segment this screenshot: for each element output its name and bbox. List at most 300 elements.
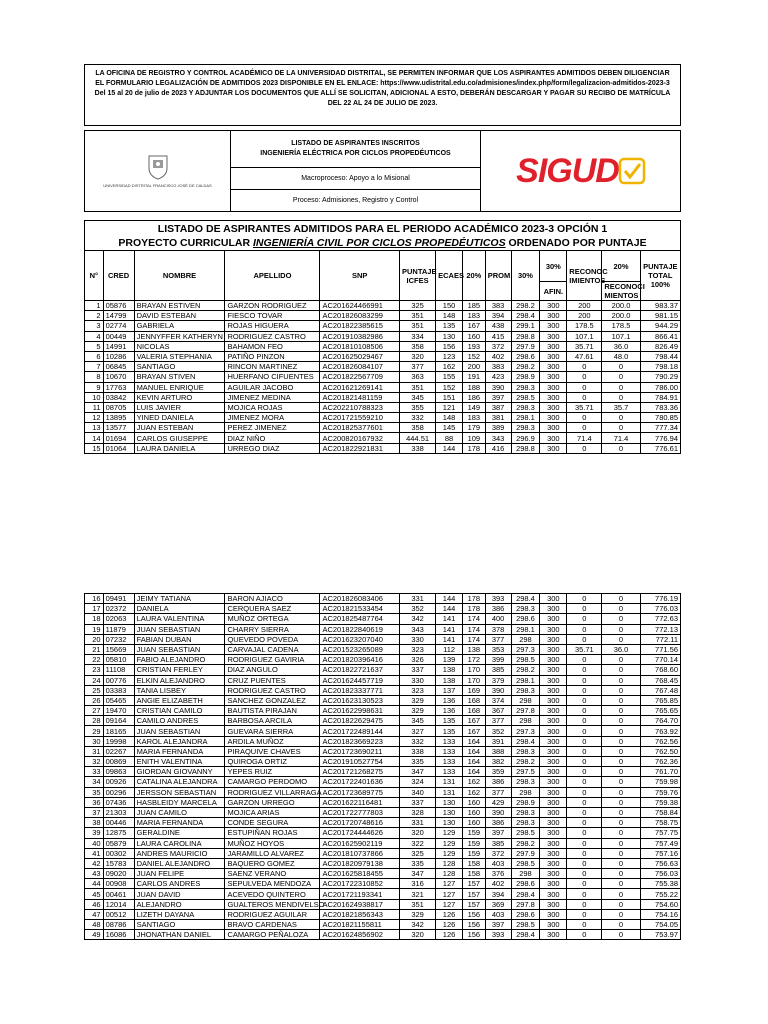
cell-p20: 159 — [462, 848, 485, 858]
cell-cred: 00926 — [103, 777, 134, 787]
cell-nombre: JUAN ESTEBAN — [134, 423, 225, 433]
cell-ecaes: 138 — [436, 675, 463, 685]
cell-nombre: KEVIN ARTURO — [134, 392, 225, 402]
cell-snp: AC201523265089 — [320, 644, 400, 654]
cell-total: 776.94 — [640, 433, 680, 443]
cell-nombre: ALEJANDRO — [134, 899, 225, 909]
cell-ecaes: 88 — [436, 433, 463, 443]
table-row — [85, 362, 681, 372]
cell-snp: AC201820979138 — [320, 858, 400, 868]
cell-p30: 298.3 — [511, 604, 540, 614]
cell-reconoc2: 35.7 — [602, 402, 640, 412]
cell-nombre: GERALDINE — [134, 828, 225, 838]
cell-nombre: ENITH VALENTINA — [134, 757, 225, 767]
cell-prom: 388 — [485, 746, 511, 756]
cell-total: 983.37 — [640, 301, 680, 311]
cell-snp: AC201625818455 — [320, 869, 400, 879]
cell-ecaes: 148 — [436, 413, 463, 423]
cell-nombre: LIZETH DAYANA — [134, 909, 225, 919]
cell-p30: 298.5 — [511, 828, 540, 838]
cell-nombre: JUAN SEBASTIAN — [134, 624, 225, 634]
cell-afin: 300 — [540, 716, 567, 726]
cell-reconoc: 35.71 — [567, 341, 602, 351]
cell-icfes: 347 — [400, 767, 436, 777]
cell-n: 40 — [85, 838, 104, 848]
cell-ecaes: 130 — [436, 331, 463, 341]
cell-apellido: RODRIGUEZ CASTRO — [225, 331, 320, 341]
cell-reconoc: 0 — [567, 706, 602, 716]
cell-apellido: GARZON RODRIGUEZ — [225, 301, 320, 311]
cell-cred: 02063 — [103, 614, 134, 624]
cell-p30: 298.8 — [511, 443, 540, 453]
cell-nombre: JEIMY TATIANA — [134, 594, 225, 604]
cell-apellido: ACEVEDO QUINTERO — [225, 889, 320, 899]
cell-p20: 160 — [462, 797, 485, 807]
cell-reconoc2: 0 — [602, 706, 640, 716]
cell-ecaes: 126 — [436, 920, 463, 930]
cell-afin: 300 — [540, 423, 567, 433]
cell-prom: 429 — [485, 797, 511, 807]
cell-n: 48 — [85, 920, 104, 930]
cell-prom: 393 — [485, 930, 511, 940]
cell-icfes: 330 — [400, 634, 436, 644]
cell-p20: 185 — [462, 301, 485, 311]
col-reconoc-pct: 20% — [602, 251, 640, 282]
cell-reconoc: 0 — [567, 655, 602, 665]
cell-apellido: ROJAS HIGUERA — [225, 321, 320, 331]
cell-cred: 00296 — [103, 787, 134, 797]
cell-ecaes: 144 — [436, 443, 463, 453]
cell-p30: 298.1 — [511, 624, 540, 634]
cell-cred: 12875 — [103, 828, 134, 838]
cell-reconoc2: 0 — [602, 624, 640, 634]
cell-prom: 386 — [485, 777, 511, 787]
cell-afin: 300 — [540, 930, 567, 940]
col-puntaje-icfes: PUNTAJE ICFES — [400, 251, 436, 301]
cell-total: 765.65 — [640, 706, 680, 716]
cell-reconoc2: 71.4 — [602, 433, 640, 443]
cell-ecaes: 136 — [436, 695, 463, 705]
table-row — [85, 828, 681, 838]
cell-total: 754.60 — [640, 899, 680, 909]
table-row — [85, 624, 681, 634]
cell-afin: 300 — [540, 655, 567, 665]
cell-apellido: MOJICA ARIAS — [225, 807, 320, 817]
cell-p20: 157 — [462, 899, 485, 909]
cell-snp: AC201721193341 — [320, 889, 400, 899]
cell-p20: 164 — [462, 767, 485, 777]
cell-icfes: 329 — [400, 706, 436, 716]
cell-afin: 300 — [540, 787, 567, 797]
cell-nombre: CAMILO ANDRES — [134, 716, 225, 726]
cell-cred: 01064 — [103, 443, 134, 453]
cell-reconoc2: 0 — [602, 746, 640, 756]
table-row — [85, 402, 681, 412]
cell-reconoc: 0 — [567, 828, 602, 838]
table-row — [85, 675, 681, 685]
cell-cred: 02774 — [103, 321, 134, 331]
cell-nombre: LAURA CAROLINA — [134, 838, 225, 848]
cell-reconoc: 0 — [567, 899, 602, 909]
cell-icfes: 351 — [400, 321, 436, 331]
table-row — [85, 382, 681, 392]
table-row — [85, 695, 681, 705]
cell-afin: 300 — [540, 869, 567, 879]
admitted-table-bottom — [84, 593, 681, 940]
heading-line-1: LISTADO DE ASPIRANTES ADMITIDOS PARA EL PERIODO ACADÉMICO 2023-3 OPCIÓN 1 — [157, 223, 608, 235]
cell-p20: 109 — [462, 433, 485, 443]
cell-p30: 298 — [511, 869, 540, 879]
cell-icfes: 337 — [400, 797, 436, 807]
cell-snp: AC201821533454 — [320, 604, 400, 614]
cell-reconoc2: 0 — [602, 767, 640, 777]
cell-apellido: BARON AJIACO — [225, 594, 320, 604]
macroproceso: Macroproceso: Apoyo a lo Misional — [231, 168, 480, 190]
cell-reconoc: 0 — [567, 930, 602, 940]
cell-nombre: SANTIAGO — [134, 920, 225, 930]
cell-cred: 19998 — [103, 736, 134, 746]
cell-ecaes: 155 — [436, 372, 463, 382]
cell-nombre: CATALINA ALEJANDRA — [134, 777, 225, 787]
cell-ecaes: 141 — [436, 634, 463, 644]
cell-icfes: 323 — [400, 685, 436, 695]
cell-prom: 403 — [485, 909, 511, 919]
legalization-notice: LA OFICINA DE REGISTRO Y CONTROL ACADÉMICO DE LA UNIVERSIDAD DISTRITAL, SE PERMITEN INFORMAR QUE LOS ASPIRANTES ADMITIDOS DEBEN DILIGENCIAR EL FORMULARIO LEGALIZACIÓN DE ADMITIDOS 2023 DISPONIBLE EN EL ENLACE: https://www.udistrital.edu.co/admisiones/index.php/form/legalizacion-admitidos-2023-3 Del 15 al 20 de julio de 2023 Y ADJUNTAR LOS DOCUMENTOS QUE ALLÍ SE SOLICITAN, ADICIONAL A ESTO, DEBERÁN DESCARGAR Y PAGAR SU RECIBO DE MATRÍCULA DEL 22 AL 24 DE JULIO DE 2023. — [84, 64, 681, 126]
cell-ecaes: 139 — [436, 655, 463, 665]
cell-p30: 298.8 — [511, 331, 540, 341]
cell-p30: 298.6 — [511, 879, 540, 889]
cell-reconoc: 0 — [567, 392, 602, 402]
cell-reconoc2: 0 — [602, 614, 640, 624]
cell-snp: AC201720748616 — [320, 818, 400, 828]
cell-reconoc: 0 — [567, 858, 602, 868]
cell-icfes: 337 — [400, 665, 436, 675]
cell-p30: 297.8 — [511, 706, 540, 716]
table-row — [85, 818, 681, 828]
cell-reconoc: 0 — [567, 423, 602, 433]
cell-reconoc: 0 — [567, 767, 602, 777]
cell-p30: 298 — [511, 695, 540, 705]
cell-nombre: ANGIE ELIZABETH — [134, 695, 225, 705]
cell-reconoc: 0 — [567, 716, 602, 726]
cell-p20: 149 — [462, 402, 485, 412]
cell-ecaes: 133 — [436, 757, 463, 767]
cell-n: 3 — [85, 321, 104, 331]
cell-snp: AC201910382986 — [320, 331, 400, 341]
cell-p20: 193 — [462, 341, 485, 351]
cell-apellido: CONDE SEGURA — [225, 818, 320, 828]
cell-afin: 300 — [540, 858, 567, 868]
cell-nombre: BRAYAN ESTIVEN — [134, 301, 225, 311]
cell-nombre: VALERIA STEPHANIA — [134, 351, 225, 361]
cell-total: 757.16 — [640, 848, 680, 858]
cell-afin: 300 — [540, 604, 567, 614]
cell-total: 771.56 — [640, 644, 680, 654]
cell-icfes: 323 — [400, 644, 436, 654]
cell-reconoc2: 0 — [602, 695, 640, 705]
cell-nombre: JUAN SEBASTIAN — [134, 726, 225, 736]
cell-apellido: CERQUERA SAEZ — [225, 604, 320, 614]
cell-total: 755.38 — [640, 879, 680, 889]
cell-snp: AC201822840619 — [320, 624, 400, 634]
cell-reconoc2: 36.0 — [602, 341, 640, 351]
cell-reconoc: 0 — [567, 797, 602, 807]
table-row — [85, 392, 681, 402]
cell-icfes: 331 — [400, 818, 436, 828]
cell-prom: 377 — [485, 634, 511, 644]
cell-p20: 179 — [462, 423, 485, 433]
cell-cred: 05465 — [103, 695, 134, 705]
cell-ecaes: 135 — [436, 321, 463, 331]
cell-afin: 300 — [540, 685, 567, 695]
cell-p30: 298.4 — [511, 594, 540, 604]
cell-p30: 297.8 — [511, 899, 540, 909]
cell-afin: 300 — [540, 889, 567, 899]
cell-p30: 298 — [511, 634, 540, 644]
cell-prom: 382 — [485, 757, 511, 767]
heading-suffix: ORDENADO POR PUNTAJE — [508, 237, 647, 249]
cell-nombre: CARLOS GIUSEPPE — [134, 433, 225, 443]
cell-prom: 352 — [485, 726, 511, 736]
cell-n: 9 — [85, 382, 104, 392]
cell-p20: 186 — [462, 392, 485, 402]
cell-nombre: DANIELA — [134, 604, 225, 614]
cell-p20: 178 — [462, 443, 485, 453]
cell-icfes: 338 — [400, 443, 436, 453]
cell-reconoc: 0 — [567, 736, 602, 746]
cell-reconoc2: 0 — [602, 675, 640, 685]
cell-prom: 390 — [485, 685, 511, 695]
cell-icfes: 347 — [400, 869, 436, 879]
cell-icfes: 345 — [400, 392, 436, 402]
cell-p30: 298.6 — [511, 614, 540, 624]
cell-prom: 387 — [485, 402, 511, 412]
cell-cred: 10286 — [103, 351, 134, 361]
cell-n: 22 — [85, 655, 104, 665]
cell-p30: 298.3 — [511, 777, 540, 787]
cell-ecaes: 145 — [436, 423, 463, 433]
cell-n: 36 — [85, 797, 104, 807]
cell-ecaes: 129 — [436, 838, 463, 848]
cell-ecaes: 152 — [436, 382, 463, 392]
cell-p20: 156 — [462, 930, 485, 940]
cell-apellido: RINCON MARTINEZ — [225, 362, 320, 372]
cell-cred: 01694 — [103, 433, 134, 443]
cell-n: 31 — [85, 746, 104, 756]
cell-icfes: 320 — [400, 351, 436, 361]
checkmark-icon — [619, 158, 645, 184]
cell-snp: AC201622998631 — [320, 706, 400, 716]
university-crest-icon — [147, 154, 169, 180]
table-row — [85, 930, 681, 940]
cell-icfes: 358 — [400, 341, 436, 351]
cell-p30: 298.1 — [511, 413, 540, 423]
cell-prom: 391 — [485, 736, 511, 746]
cell-p30: 298.6 — [511, 351, 540, 361]
table-row — [85, 869, 681, 879]
cell-ecaes: 129 — [436, 828, 463, 838]
col-reconocimientos: RECONOC IMIENTOS — [567, 251, 602, 301]
table-row — [85, 655, 681, 665]
cell-p20: 167 — [462, 321, 485, 331]
cell-ecaes: 135 — [436, 726, 463, 736]
cell-snp: AC201825377601 — [320, 423, 400, 433]
cell-n: 47 — [85, 909, 104, 919]
cell-ecaes: 133 — [436, 746, 463, 756]
cell-total: 758.75 — [640, 818, 680, 828]
cell-snp: AC201724444626 — [320, 828, 400, 838]
cell-cred: 13577 — [103, 423, 134, 433]
cell-nombre: FABIO ALEJANDRO — [134, 655, 225, 665]
cell-icfes: 335 — [400, 757, 436, 767]
cell-n: 10 — [85, 392, 104, 402]
cell-nombre: LUIS JAVIER — [134, 402, 225, 412]
cell-p20: 162 — [462, 787, 485, 797]
cell-reconoc: 35.71 — [567, 402, 602, 412]
cell-p20: 158 — [462, 858, 485, 868]
cell-nombre: TANIA LISBEY — [134, 685, 225, 695]
cell-total: 981.15 — [640, 311, 680, 321]
cell-afin: 300 — [540, 818, 567, 828]
cell-total: 757.75 — [640, 828, 680, 838]
cell-apellido: RODRIGUEZ AGUILAR — [225, 909, 320, 919]
cell-afin: 300 — [540, 909, 567, 919]
table-row — [85, 746, 681, 756]
cell-nombre: CRISTIAN FERLEY — [134, 665, 225, 675]
cell-icfes: 444.51 — [400, 433, 436, 443]
cell-p20: 168 — [462, 706, 485, 716]
cell-reconoc2: 0 — [602, 685, 640, 695]
cell-p20: 138 — [462, 644, 485, 654]
table-row — [85, 706, 681, 716]
university-name: UNIVERSIDAD DISTRITAL FRANCISCO JOSÉ DE CALDAS — [103, 183, 212, 188]
cell-apellido: PATIÑO PINZON — [225, 351, 320, 361]
cell-snp: AC201622116481 — [320, 797, 400, 807]
cell-ecaes: 129 — [436, 848, 463, 858]
cell-prom: 372 — [485, 341, 511, 351]
cell-reconoc: 0 — [567, 920, 602, 930]
cell-nombre: SANTIAGO — [134, 362, 225, 372]
cell-apellido: PIRAQUIVE CHAVES — [225, 746, 320, 756]
cell-apellido: CRUZ PUENTES — [225, 675, 320, 685]
cell-snp: AC201823337771 — [320, 685, 400, 695]
cell-total: 944.29 — [640, 321, 680, 331]
cell-snp: AC201821155811 — [320, 920, 400, 930]
table-row — [85, 301, 681, 311]
cell-reconoc2: 0 — [602, 655, 640, 665]
cell-p30: 297.9 — [511, 341, 540, 351]
cell-afin: 300 — [540, 838, 567, 848]
cell-n: 5 — [85, 341, 104, 351]
cell-total: 776.19 — [640, 594, 680, 604]
cell-cred: 00302 — [103, 848, 134, 858]
document-header — [84, 130, 681, 212]
cell-total: 790.29 — [640, 372, 680, 382]
cell-ecaes: 141 — [436, 614, 463, 624]
cell-cred: 11879 — [103, 624, 134, 634]
cell-cred: 08786 — [103, 920, 134, 930]
cell-ecaes: 151 — [436, 392, 463, 402]
table-row — [85, 372, 681, 382]
cell-p30: 298.2 — [511, 362, 540, 372]
cell-snp: AC201810108506 — [320, 341, 400, 351]
cell-cred: 00869 — [103, 757, 134, 767]
cell-p20: 170 — [462, 675, 485, 685]
cell-cred: 00461 — [103, 889, 134, 899]
cell-nombre: GABRIELA — [134, 321, 225, 331]
cell-afin: 300 — [540, 726, 567, 736]
cell-apellido: RODRIGUEZ VILLARRAGA — [225, 787, 320, 797]
cell-reconoc2: 0 — [602, 787, 640, 797]
cell-n: 35 — [85, 787, 104, 797]
cell-apellido: RODRIGUEZ GAVIRIA — [225, 655, 320, 665]
cell-total: 786.00 — [640, 382, 680, 392]
cell-reconoc: 0 — [567, 624, 602, 634]
table-row — [85, 909, 681, 919]
cell-reconoc2: 0 — [602, 797, 640, 807]
cell-nombre: MANUEL ENRIQUE — [134, 382, 225, 392]
cell-total: 759.98 — [640, 777, 680, 787]
cell-apellido: PEREZ JIMENEZ — [225, 423, 320, 433]
cell-prom: 394 — [485, 889, 511, 899]
cell-apellido: AGUILAR JACOBO — [225, 382, 320, 392]
cell-snp: AC201722401636 — [320, 777, 400, 787]
col-20: 20% — [462, 251, 485, 301]
cell-icfes: 329 — [400, 695, 436, 705]
cell-nombre: DANIEL ALEJANDRO — [134, 858, 225, 868]
cell-prom: 343 — [485, 433, 511, 443]
table-row — [85, 899, 681, 909]
cell-n: 25 — [85, 685, 104, 695]
col-total: PUNTAJE TOTAL 100% — [640, 251, 680, 301]
cell-total: 798.44 — [640, 351, 680, 361]
cell-icfes: 352 — [400, 604, 436, 614]
cell-afin: 300 — [540, 879, 567, 889]
cell-p20: 162 — [462, 777, 485, 787]
cell-nombre: NICOLAS — [134, 341, 225, 351]
cell-p30: 298.3 — [511, 423, 540, 433]
cell-prom: 386 — [485, 604, 511, 614]
cell-reconoc2: 36.0 — [602, 644, 640, 654]
cell-apellido: SAENZ VERANO — [225, 869, 320, 879]
cell-icfes: 345 — [400, 716, 436, 726]
cell-snp: AC201822629475 — [320, 716, 400, 726]
cell-reconoc: 200 — [567, 301, 602, 311]
cell-reconoc: 0 — [567, 909, 602, 919]
cell-prom: 378 — [485, 624, 511, 634]
cell-afin: 300 — [540, 331, 567, 341]
cell-icfes: 340 — [400, 787, 436, 797]
cell-p20: 160 — [462, 807, 485, 817]
cell-reconoc: 0 — [567, 869, 602, 879]
cell-apellido: BAHAMON FEO — [225, 341, 320, 351]
cell-afin: 300 — [540, 372, 567, 382]
cell-cred: 14799 — [103, 311, 134, 321]
cell-p20: 160 — [462, 331, 485, 341]
cell-afin: 300 — [540, 321, 567, 331]
cell-apellido: YEPES RUIZ — [225, 767, 320, 777]
cell-n: 8 — [85, 372, 104, 382]
cell-prom: 367 — [485, 706, 511, 716]
cell-icfes: 325 — [400, 848, 436, 858]
cell-ecaes: 131 — [436, 787, 463, 797]
col-n: N° — [85, 251, 104, 301]
cell-afin: 300 — [540, 382, 567, 392]
cell-reconoc2: 107.1 — [602, 331, 640, 341]
table-row — [85, 685, 681, 695]
cell-icfes: 329 — [400, 909, 436, 919]
cell-apellido: CAMARGO PERDOMO — [225, 777, 320, 787]
